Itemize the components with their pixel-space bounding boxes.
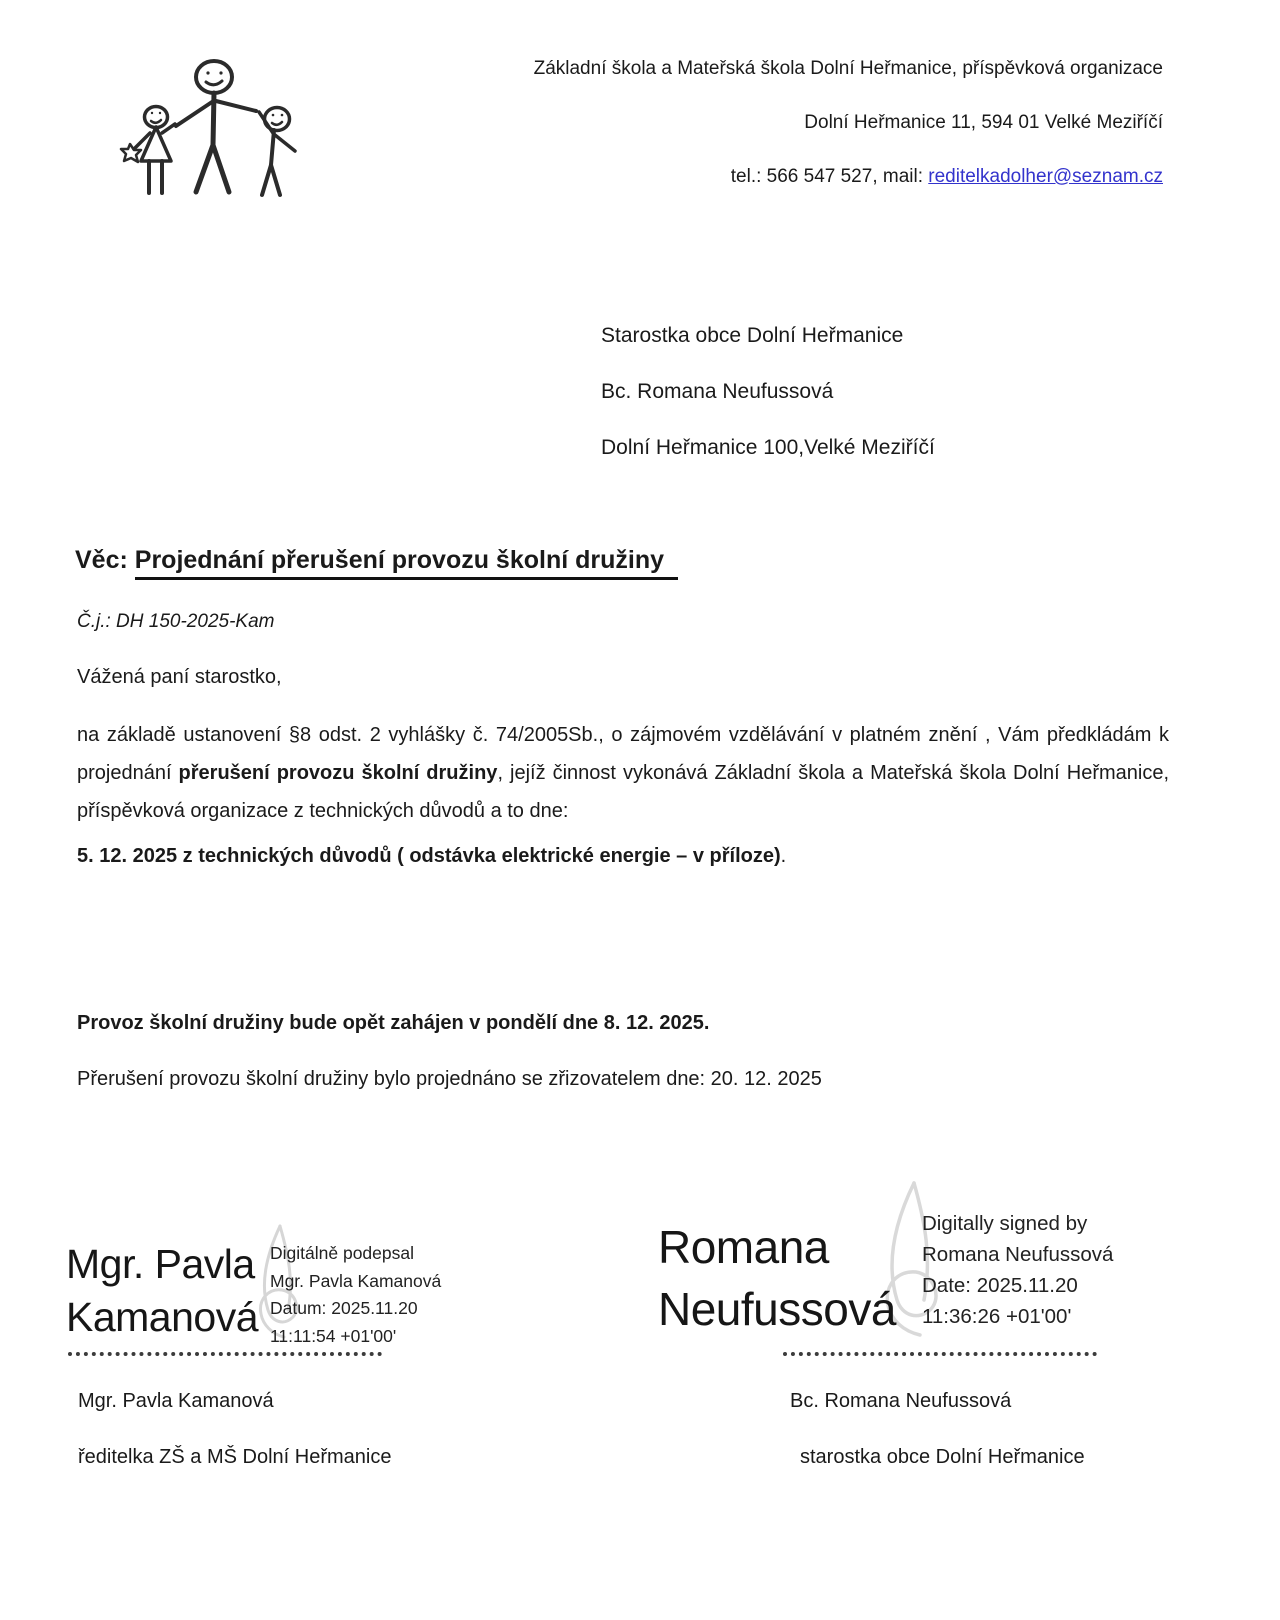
signature-stamp-details-right <box>922 1208 1113 1332</box>
reference-number: Č.j.: DH 150-2025-Kam <box>77 611 275 632</box>
recipient-block <box>601 324 935 492</box>
email-link[interactable]: reditelkadolher@seznam.cz <box>928 166 1163 187</box>
letterhead <box>534 57 1163 188</box>
interruption-date-tail: . <box>780 845 787 867</box>
body-paragraph <box>77 716 1169 830</box>
stamp-right-detail-4: 11:36:26 +01'00' <box>922 1305 1072 1328</box>
stamp-right-name-line1: Romana <box>658 1221 829 1273</box>
subject-title: Projednání přerušení provozu školní družiny <box>135 546 678 580</box>
stamp-right-detail-3: Date: 2025.11.20 <box>922 1274 1078 1297</box>
resume-line: Provoz školní družiny bude opět zahájen v pondělí dne 8. 12. 2025. <box>77 1012 710 1034</box>
letterhead-address: Dolní Heřmanice 11, 594 01 Velké Meziříčí <box>804 112 1163 133</box>
stamp-right-detail-1: Digitally signed by <box>922 1212 1088 1235</box>
interruption-date-bold: 5. 12. 2025 z technických důvodů ( odstávka elektrické energie – v příloze) <box>77 845 781 867</box>
stamp-left-name-line2: Kamanová <box>66 1294 259 1340</box>
stamp-right-detail-2: Romana Neufussová <box>922 1243 1114 1266</box>
signature-stamp-name-right <box>658 1216 896 1340</box>
signature-dotted-line-right <box>783 1352 1097 1356</box>
subject-label: Věc: <box>75 546 135 574</box>
approval-line: Přerušení provozu školní družiny bylo projednáno se zřizovatelem dne: 20. 12. 2025 <box>77 1068 822 1090</box>
signature-stamp-details-left <box>270 1240 441 1350</box>
stamp-left-detail-3: Datum: 2025.11.20 <box>270 1298 418 1318</box>
stick-figure-family-icon <box>112 52 317 204</box>
recipient-title: Starostka obce Dolní Heřmanice <box>601 324 904 347</box>
role-left: ředitelka ZŠ a MŠ Dolní Heřmanice <box>78 1446 392 1468</box>
salutation: Vážená paní starostko, <box>77 666 282 688</box>
stamp-left-detail-4: 11:11:54 +01'00' <box>270 1325 397 1346</box>
recipient-name: Bc. Romana Neufussová <box>601 380 834 403</box>
letterhead-org-name: Základní škola a Mateřská škola Dolní Heřmanice, příspěvková organizace <box>533 58 1163 79</box>
school-logo <box>112 52 317 204</box>
subject-line <box>75 546 678 575</box>
body-paragraph-bold: přerušení provozu školní družiny <box>178 762 498 784</box>
letterhead-contact <box>534 165 1163 188</box>
letterhead-contact-prefix: tel.: 566 547 527, mail: <box>730 166 929 187</box>
body-paragraph-part2: , jejíž činnost vykonává Základní škola a Mateřská škola Dolní Heřmanice, příspěvková organizace z technických důvodů a to dne: <box>77 762 1170 822</box>
signature-dotted-line-left <box>68 1352 382 1356</box>
body-paragraph-part1: na základě ustanovení §8 odst. 2 vyhlášky č. 74/2005Sb., o zájmovém vzdělávání v platném znění , Vám předkládám k projednání <box>77 724 1169 784</box>
role-right: starostka obce Dolní Heřmanice <box>800 1446 1085 1468</box>
interruption-date-line <box>77 845 786 868</box>
stamp-left-detail-2: Mgr. Pavla Kamanová <box>270 1270 442 1291</box>
recipient-address: Dolní Heřmanice 100,Velké Meziříčí <box>601 436 935 459</box>
printed-name-left: Mgr. Pavla Kamanová <box>78 1390 274 1412</box>
stamp-right-name-line2: Neufussová <box>658 1283 896 1335</box>
stamp-left-detail-1: Digitálně podepsal <box>270 1243 414 1263</box>
printed-name-right: Bc. Romana Neufussová <box>790 1390 1012 1412</box>
signature-stamp-name-left <box>66 1238 258 1344</box>
stamp-left-name-line1: Mgr. Pavla <box>66 1241 255 1287</box>
